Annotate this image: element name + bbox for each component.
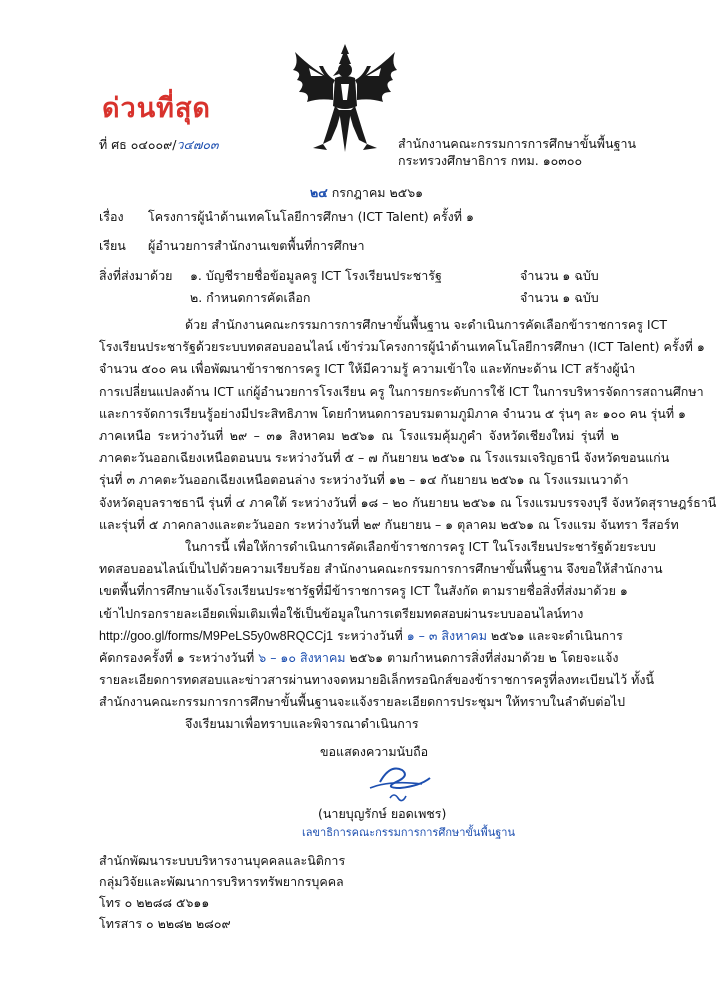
- garuda-emblem-icon: [283, 40, 407, 164]
- handwritten-dates-2: ๖ – ๑๐ สิงหาคม: [258, 650, 346, 666]
- footer-fax: โทรสาร ๐ ๒๒๘๒ ๒๘๐๙: [99, 916, 231, 931]
- selection-text-b: ๒๕๖๑ ตามกำหนดการสิ่งที่ส่งมาด้วย ๒ โดยจะแจ้ง: [349, 650, 619, 666]
- paragraph-line: และการจัดการเรียนรู้อย่างมีประสิทธิภาพ โดยกำหนดการอบรมตามภูมิภาค จำนวน ๕ รุ่นๆ ละ ๑๐๐ คน รุ่นที่ ๑: [99, 405, 686, 421]
- paragraph-line: จังหวัดอุบลราชธานี รุ่นที่ ๔ ภาคใต้ ระหว่างวันที่ ๑๘ – ๒๐ กันยายน ๒๕๖๑ ณ โรงแรมบรรจงบุรี จังหวัดสุราษฎร์ธานี: [99, 494, 716, 510]
- paragraph-line: รุ่นที่ ๓ ภาคตะวันออกเฉียงเหนือตอนล่าง ระหว่างวันที่ ๑๒ – ๑๔ กันยายน ๒๕๖๑ ณ โรงแรมเนวาด้า: [99, 472, 629, 488]
- form-url: http://goo.gl/forms/M9PeLS5y0w8RQCCj1: [99, 628, 334, 643]
- paragraph-line: โรงเรียนประชารัฐด้วยระบบทดสอบออนไลน์ เข้าร่วมโครงการผู้นำด้านเทคโนโลยีการศึกษา (ICT Talent) ครั้งที่ ๑: [99, 339, 705, 355]
- signatory-position: เลขาธิการคณะกรรมการการศึกษาขั้นพื้นฐาน: [302, 826, 515, 839]
- footer-group: กลุ่มวิจัยและพัฒนาการบริหารทรัพยากรบุคคล: [99, 874, 344, 889]
- organization-name: สำนักงานคณะกรรมการการศึกษาขั้นพื้นฐาน: [398, 136, 637, 151]
- signatory-name: (นายบุญรักษ์ ยอดเพชร): [318, 806, 447, 821]
- url-tail-text: ๒๕๖๑ และจะดำเนินการ: [490, 627, 623, 643]
- date-day-handwritten: ๒๔: [310, 185, 328, 200]
- urgent-label: ด่วนที่สุด: [102, 93, 211, 124]
- organization-address: กระทรวงศึกษาธิการ กทม. ๑๐๓๐๐: [398, 153, 583, 168]
- paragraph-line: การเปลี่ยนแปลงด้าน ICT แก่ผู้อำนวยการโรงเรียน ครู ในการยกระดับการใช้ ICT ในการบริหารจัดการสถานศึกษา: [99, 383, 704, 399]
- body-paragraph-2: [99, 536, 663, 714]
- paragraph-line: ด้วย สำนักงานคณะกรรมการการศึกษาขั้นพื้นฐาน จะดำเนินการคัดเลือกข้าราชการครู ICT: [185, 317, 667, 332]
- reference-handwritten-number: ว๔๗๐๓: [176, 137, 219, 152]
- subject-label: เรื่อง: [99, 209, 124, 224]
- attachment-item-1-qty: จำนวน ๑ ฉบับ: [520, 268, 599, 283]
- regards-text: ขอแสดงความนับถือ: [320, 744, 429, 759]
- reference-prefix: ที่ ศธ ๐๔๐๐๙/: [99, 137, 177, 152]
- paragraph-line: จำนวน ๕๐๐ คน เพื่อพัฒนาข้าราชการครู ICT ให้มีความรู้ ความเข้าใจ และทักษะด้าน ICT สร้างผู้นำ: [99, 361, 636, 377]
- recipient-text: ผู้อำนวยการสำนักงานเขตพื้นที่การศึกษา: [148, 238, 365, 253]
- footer-phone: โทร ๐ ๒๒๘๘ ๕๖๑๑: [99, 895, 210, 910]
- attachment-item-2: ๒. กำหนดการคัดเลือก: [190, 290, 311, 305]
- reference-number: [99, 137, 219, 153]
- paragraph-line: และรุ่นที่ ๕ ภาคกลางและตะวันออก ระหว่างวันที่ ๒๙ กันยายน – ๑ ตุลาคม ๒๕๖๑ ณ โรงแรม จันทรา รีสอร์ท: [99, 516, 679, 532]
- footer-office: สำนักพัฒนาระบบบริหารงานบุคคลและนิติการ: [99, 853, 346, 868]
- attachments-label: สิ่งที่ส่งมาด้วย: [99, 268, 173, 283]
- letter-date: [310, 185, 423, 201]
- paragraph-line: รายละเอียดการทดสอบและข่าวสารผ่านทางจดหมายอิเล็กทรอนิกส์ของข้าราชการครูที่ลงทะเบียนไว้ ทั้งนี้: [99, 672, 654, 688]
- attachment-item-2-qty: จำนวน ๑ ฉบับ: [520, 290, 599, 305]
- paragraph-line: เขตพื้นที่การศึกษาแจ้งโรงเรียนประชารัฐที่มีข้าราชการครู ICT ในสังกัด ตามรายชื่อสิ่งที่ส่งมาด้วย ๑: [99, 583, 628, 599]
- paragraph-line: เข้าไปกรอกรายละเอียดเพิ่มเติมเพื่อใช้เป็นข้อมูลในการเตรียมทดสอบผ่านระบบออนไลน์ทาง: [99, 605, 584, 621]
- subject-text: โครงการผู้นำด้านเทคโนโลยีการศึกษา (ICT Talent) ครั้งที่ ๑: [148, 209, 474, 224]
- paragraph-line: ในการนี้ เพื่อให้การดำเนินการคัดเลือกข้าราชการครู ICT ในโรงเรียนประชารัฐด้วยระบบ: [185, 539, 656, 554]
- paragraph-line: ทดสอบออนไลน์เป็นไปด้วยความเรียบร้อย สำนักงานคณะกรรมการการศึกษาขั้นพื้นฐาน จึงขอให้สำนักงาน: [99, 561, 663, 577]
- attachment-item-1: ๑. บัญชีรายชื่อข้อมูลครู ICT โรงเรียนประชารัฐ: [190, 268, 442, 283]
- paragraph-line: ภาคตะวันออกเฉียงเหนือตอนบน ระหว่างวันที่ ๕ – ๗ กันยายน ๒๕๖๑ ณ โรงแรมเจริญธานี จังหวัดขอนแก่น: [99, 450, 670, 466]
- handwritten-signature-icon: [360, 758, 440, 808]
- paragraph-line: ภาคเหนือ ระหว่างวันที่ ๒๙ – ๓๑ สิงหาคม ๒๕๖๑ ณ โรงแรมคุ้มภูคำ จังหวัดเชียงใหม่ รุ่นที่ ๒: [99, 428, 619, 444]
- handwritten-dates-1: ๑ – ๓ สิงหาคม: [406, 627, 487, 643]
- closing-request: จึงเรียนมาเพื่อทราบและพิจารณาดำเนินการ: [185, 716, 419, 731]
- paragraph-line-selection: [99, 647, 619, 669]
- recipient-label: เรียน: [99, 238, 126, 253]
- body-paragraph-1: [99, 314, 716, 536]
- date-month-year: กรกฎาคม ๒๕๖๑: [331, 185, 424, 200]
- url-after-text: ระหว่างวันที่: [337, 627, 403, 643]
- paragraph-line: สำนักงานคณะกรรมการการศึกษาขั้นพื้นฐานจะแจ้งรายละเอียดการประชุมฯ ให้ทราบในลำดับต่อไป: [99, 694, 626, 710]
- selection-text-a: คัดกรองครั้งที่ ๑ ระหว่างวันที่: [99, 650, 255, 666]
- paragraph-line-url: [99, 625, 623, 647]
